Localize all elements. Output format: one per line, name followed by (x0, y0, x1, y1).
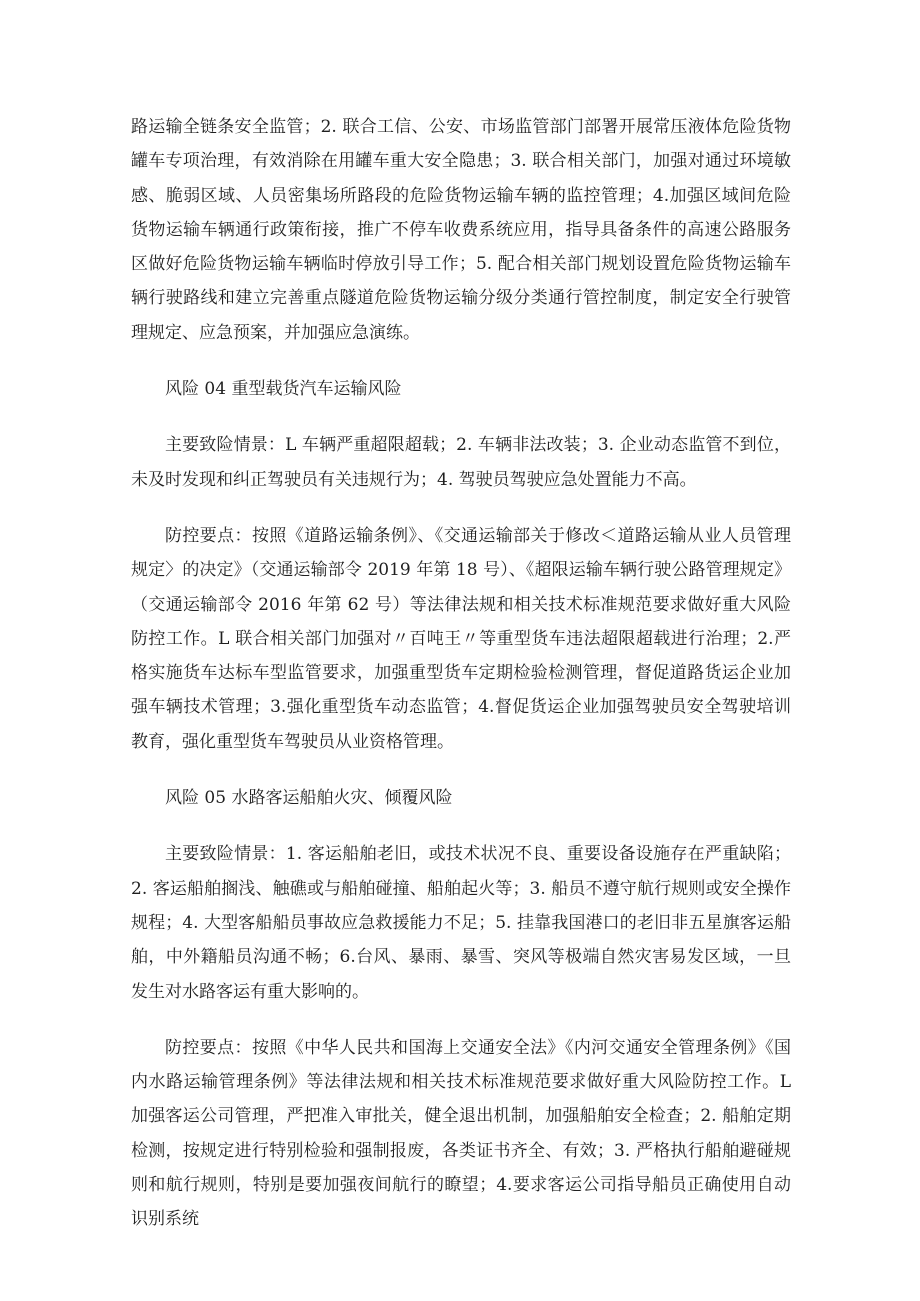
section-heading-risk-04: 风险 04 重型载货汽车运输风险 (165, 379, 402, 400)
document-body (131, 110, 791, 1259)
paragraph-risk-05-controls: 防控要点：按照《中华人民共和国海上交通安全法》《内河交通安全管理条例》《国内水路运输管理条例》等法律法规和相关技术标准规范要求做好重大风险防控工作。L 加强客运公司管理，严把准入审批关，健全退出机制，加强船舶安全检查；2. 船舶定期检测，按规定进行特别检验和强制报废，各类证书齐全、有效；3. 严格执行船舶避碰规则和航行规则，特别是要加强夜间航行的瞭望；4.要求客运公司指导船员正确使用自动识别系统 (131, 1037, 791, 1230)
section-heading-risk-05: 风险 05 水路客运船舶火灾、倾覆风险 (165, 788, 453, 809)
paragraph-risk-05-scenarios: 主要致险情景：1. 客运船舶老旧，或技术状况不良、重要设备设施存在严重缺陷；2. 客运船舶搁浅、触礁或与船舶碰撞、船舶起火等；3. 船员不遵守航行规则或安全操作规程；4. 大型客船船员事故应急救援能力不足；5. 挂靠我国港口的老旧非五星旗客运船舶，中外籍船员沟通不畅；6.台风、暴雨、暴雪、突风等极端自然灾害易发区域，一旦发生对水路客运有重大影响的。 (131, 844, 791, 1002)
paragraph-risk-04-controls: 防控要点：按照《道路运输条例》、《交通运输部关于修改＜道路运输从业人员管理规定〉的决定》（交通运输部令 2019 年第 18 号）、《超限运输车辆行驶公路管理规定》（交通运输部令 2016 年第 62 号）等法律法规和相关技术标准规范要求做好重大风险防控工作。L 联合相关部门加强对〃百吨王〃等重型货车违法超限超载进行治理；2.严格实施货车达标车型监管要求，加强重型货车定期检验检测管理，督促道路货运企业加强车辆技术管理；3.强化重型货车动态监管；4.督促货运企业加强驾驶员安全驾驶培训教育，强化重型货车驾驶员从业资格管理。 (131, 525, 791, 752)
paragraph-continuation: 路运输全链条安全监管；2. 联合工信、公安、市场监管部门部署开展常压液体危险货物罐车专项治理，有效消除在用罐车重大安全隐患；3. 联合相关部门，加强对通过环境敏感、脆弱区域、人员密集场所路段的危险货物运输车辆的监控管理；4.加强区域间危险货物运输车辆通行政策衔接，推广不停车收费系统应用，指导具备条件的高速公路服务区做好危险货物运输车辆临时停放引导工作；5. 配合相关部门规划设置危险货物运输车辆行驶路线和建立完善重点隧道危险货物运输分级分类通行管控制度，制定安全行驶管理规定、应急预案，并加强应急演练。 (131, 117, 791, 343)
paragraph-risk-04-scenarios: 主要致险情景：L 车辆严重超限超载；2. 车辆非法改装；3. 企业动态监管不到位，未及时发现和纠正驾驶员有关违规行为；4. 驾驶员驾驶应急处置能力不高。 (131, 435, 791, 490)
